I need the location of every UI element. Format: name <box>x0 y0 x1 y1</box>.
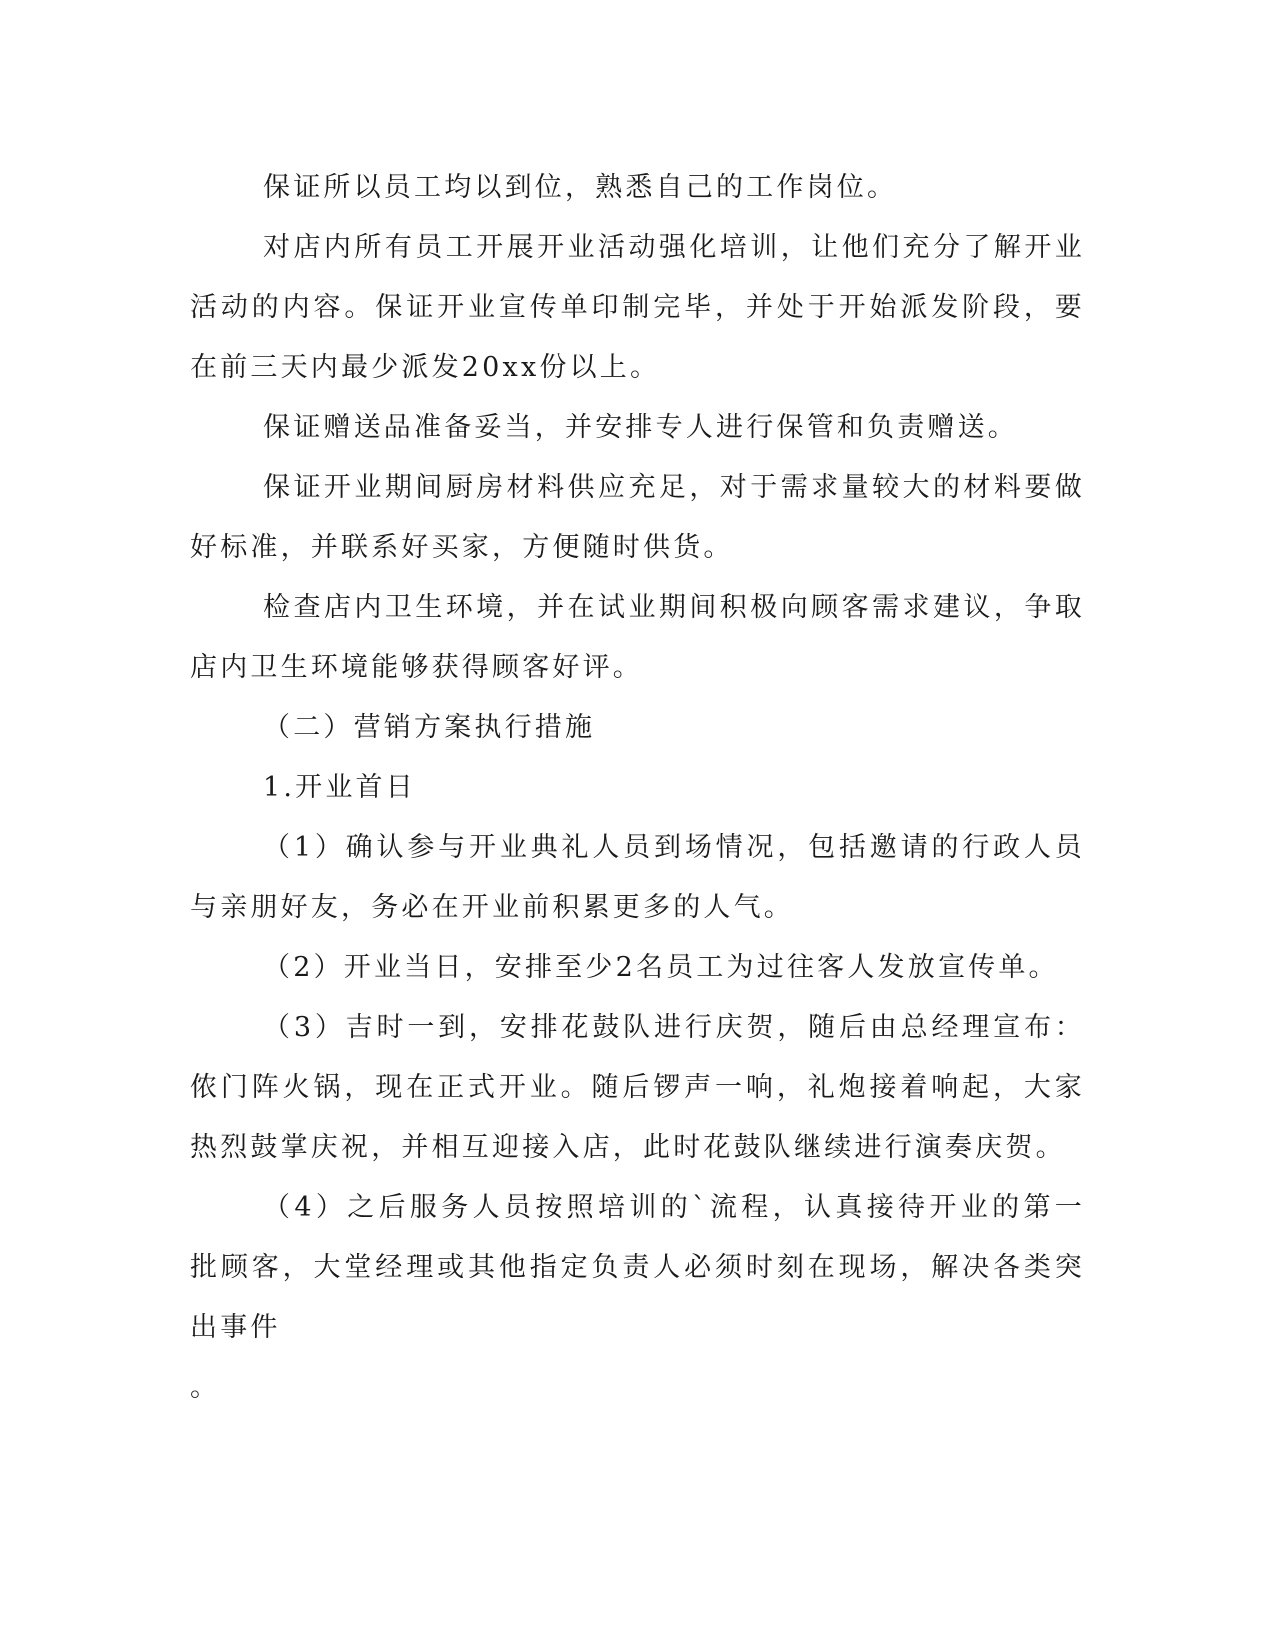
paragraph-gifts: 保证赠送品准备妥当，并安排专人进行保管和负责赠送。 <box>263 412 1018 443</box>
paragraph-training-flyers: 对店内所有员工开展开业活动强化培训，让他们充分了解开业活动的内容。保证开业宣传单印制完毕，并处于开始派发阶段，要在前三天内最少派发20xx份以上。 <box>190 232 1085 383</box>
paragraph-staff-ready: 保证所以员工均以到位，熟悉自己的工作岗位。 <box>263 172 898 203</box>
subheading-opening-day: 1.开业首日 <box>263 772 416 803</box>
list-item-4: （4）之后服务人员按照培训的`流程，认真接待开业的第一批顾客，大堂经理或其他指定负责人必须时刻在现场，解决各类突出事件 <box>190 1192 1085 1343</box>
list-item-1: （1）确认参与开业典礼人员到场情况，包括邀请的行政人员与亲朋好友，务必在开业前积累更多的人气。 <box>190 832 1085 923</box>
section-heading-marketing: （二）营销方案执行措施 <box>263 712 596 743</box>
document-body <box>190 158 1085 1418</box>
trailing-period: 。 <box>190 1372 221 1403</box>
paragraph-hygiene: 检查店内卫生环境，并在试业期间积极向顾客需求建议，争取店内卫生环境能够获得顾客好评。 <box>190 592 1085 683</box>
paragraph-kitchen-supply: 保证开业期间厨房材料供应充足，对于需求量较大的材料要做好标准，并联系好买家，方便随时供货。 <box>190 472 1085 563</box>
list-item-3: （3）吉时一到，安排花鼓队进行庆贺，随后由总经理宣布：侬门阵火锅，现在正式开业。随后锣声一响，礼炮接着响起，大家热烈鼓掌庆祝，并相互迎接入店，此时花鼓队继续进行演奏庆贺。 <box>190 1012 1085 1163</box>
list-item-2: （2）开业当日，安排至少2名员工为过往客人发放宣传单。 <box>263 952 1059 983</box>
